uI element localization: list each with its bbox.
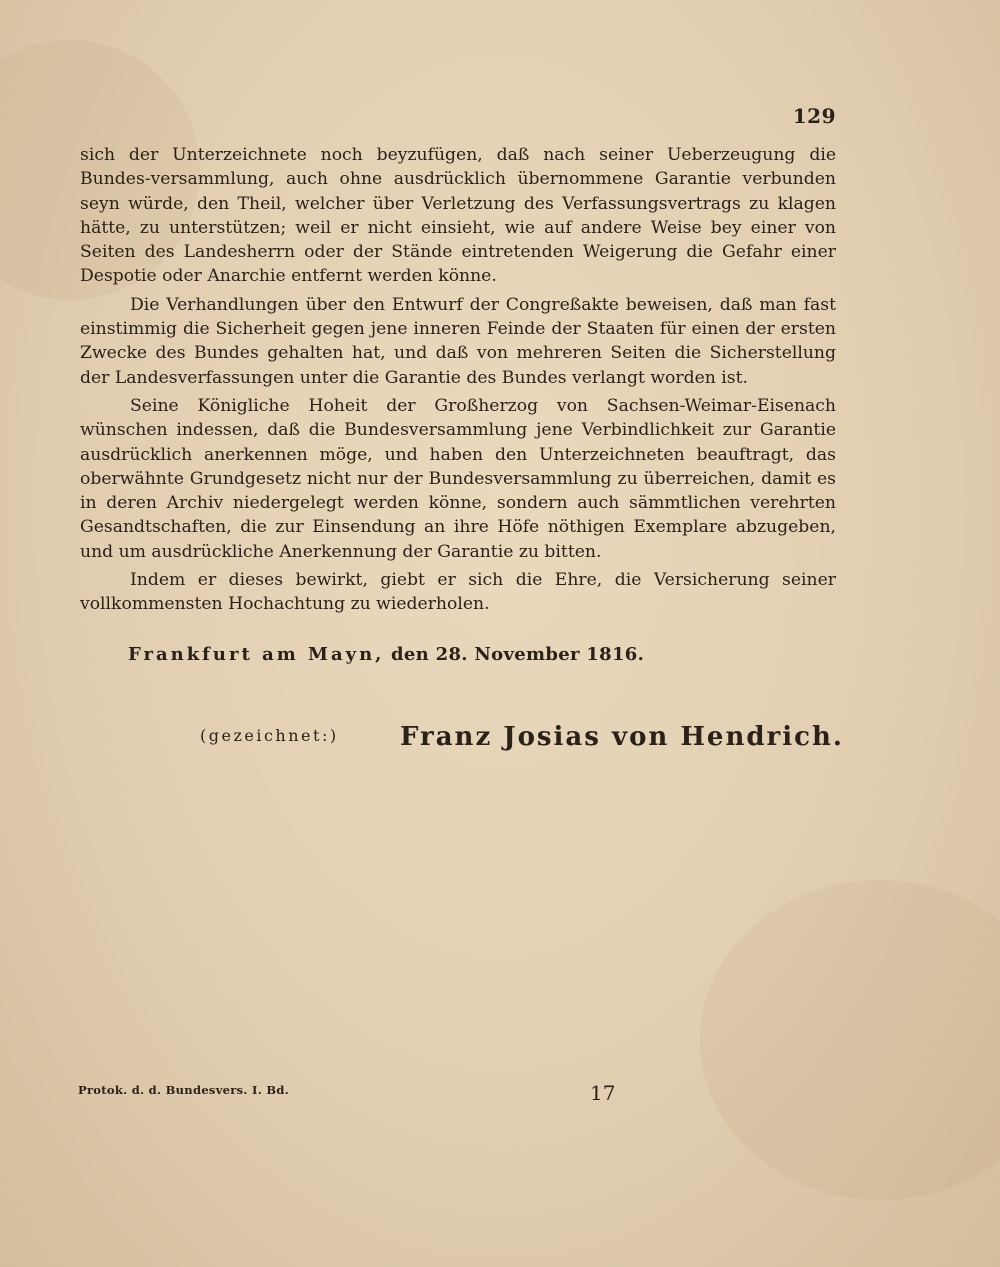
paragraph: sich der Unterzeichnete noch beyzufügen, daß nach seiner Ueberzeugung die Bundes-versammlung, auch ohne ausdrücklich übernommene Garantie verbunden seyn würde, den Theil, welcher über Verletzung des Verfassungsvertrags zu klagen hätte, zu unterstützen; weil er nicht einsieht, wie auf andere Weise bey einer von Seiten des Landesherrn oder der Stände eintretenden Weigerung die Gefahr einer Despotie oder Anarchie entfernt werden könne. xyxy=(80,145,836,287)
footer-running-title: Protok. d. d. Bundesvers. I. Bd. xyxy=(78,1083,289,1097)
paragraph: Die Verhandlungen über den Entwurf der Congreßakte beweisen, daß man fast einstimmig die Sicherheit gegen jene inneren Feinde der Staaten für einen der ersten Zwecke des Bundes gehalten hat, und daß von mehreren Seiten die Sicherstellung der Landesverfassungen unter die Garantie des Bundes verlangt worden ist. xyxy=(80,294,836,388)
signature-label: (gezeichnet:) xyxy=(200,726,339,745)
signature-mark: 17 xyxy=(590,1081,616,1105)
page-number: 129 xyxy=(792,104,836,128)
paragraph: Seine Königliche Hoheit der Großherzog von Sachsen-Weimar-Eisenach wünschen indessen, daß die Bundesversammlung jene Verbindlichkeit zur Garantie ausdrücklich anerkennen möge, und haben den Unterzeichneten beauftragt, das oberwähnte Grundgesetz nicht nur der Bundesversammlung zu überreichen, damit es in deren Archiv niedergelegt werden könne, sondern auch sämmtlichen verehrten Gesandtschaften, die zur Einsendung an ihre Höfe nöthigen Exemplare abzugeben, und um ausdrückliche Anerkennung der Garantie zu bitten. xyxy=(80,395,836,562)
paper-stain xyxy=(700,880,1000,1200)
dateline xyxy=(128,644,644,665)
dateline-date: den 28. November 1816. xyxy=(391,644,645,665)
body-text xyxy=(80,143,836,617)
signature-name: Franz Josias von Hendrich. xyxy=(400,722,844,752)
paragraph: Indem er dieses bewirkt, giebt er sich die Ehre, die Versicherung seiner vollkommensten Hochachtung zu wiederholen. xyxy=(80,570,836,615)
dateline-place: Frankfurt am Mayn, xyxy=(128,644,385,665)
